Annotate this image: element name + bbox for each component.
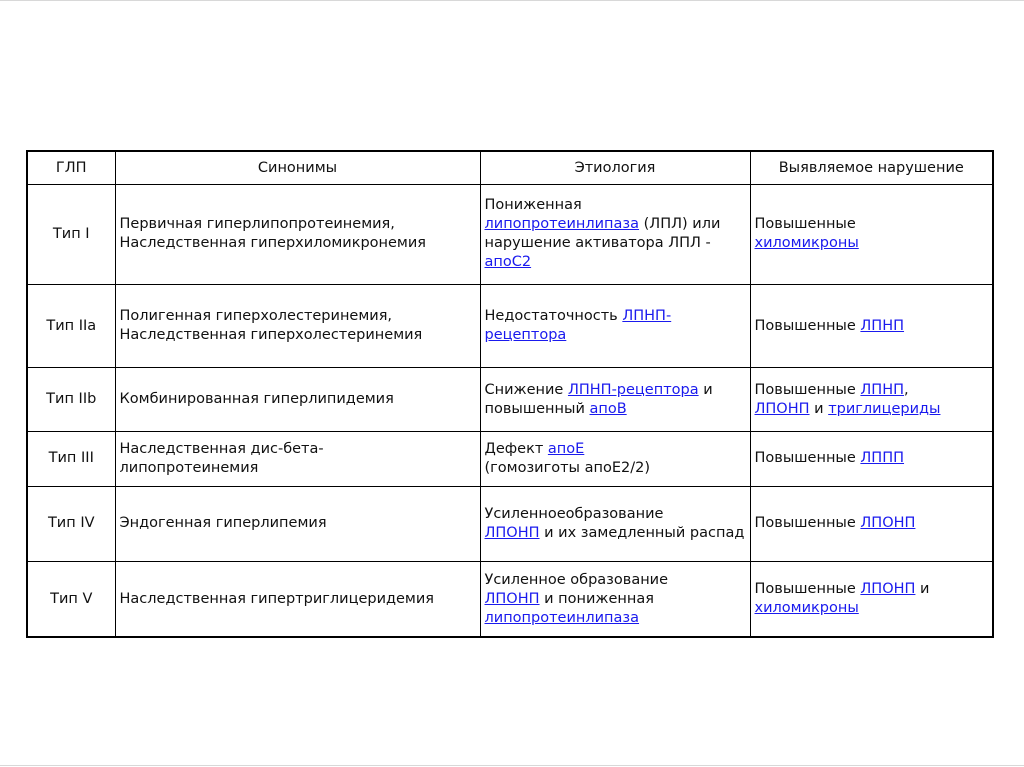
etiology-cell xyxy=(480,562,750,637)
disorder-text: Повышенные xyxy=(754,317,861,334)
link-idl[interactable]: ЛППП xyxy=(860,450,905,467)
hlp-classification-table xyxy=(26,150,994,638)
synonym-line: Первичная гиперлипопротеинемия, xyxy=(119,216,395,233)
type-cell: Тип IIa xyxy=(27,284,115,368)
disorder-text: Повышенные xyxy=(754,381,861,398)
etiology-text: Снижение xyxy=(484,381,568,398)
etiology-cell xyxy=(480,368,750,431)
disorder-text: , xyxy=(904,381,909,398)
table-header-row xyxy=(27,151,993,185)
link-ldl[interactable]: ЛПНП xyxy=(860,317,905,334)
link-lipoprotein-lipase[interactable]: липопротеинлипаза xyxy=(484,216,640,233)
type-cell: Тип V xyxy=(27,562,115,637)
link-chylomicrons[interactable]: хиломикроны xyxy=(754,235,859,252)
table-row xyxy=(27,185,993,285)
etiology-text: Дефект xyxy=(484,440,548,457)
link-apob[interactable]: апоВ xyxy=(589,400,627,417)
synonym-cell: Наследственная гипертриглицеридемия xyxy=(115,562,480,637)
type-cell: Тип IIb xyxy=(27,368,115,431)
disorder-cell xyxy=(750,562,993,637)
disorder-text: Повышенные xyxy=(754,515,861,532)
disorder-text: Повышенные xyxy=(754,216,856,233)
top-divider xyxy=(0,0,1024,1)
etiology-cell xyxy=(480,185,750,285)
bottom-divider xyxy=(0,765,1024,766)
disorder-cell xyxy=(750,368,993,431)
link-vldl[interactable]: ЛПОНП xyxy=(484,524,540,541)
etiology-text: (гомозиготы апоЕ2/2) xyxy=(484,459,650,476)
link-ldl[interactable]: ЛПНП xyxy=(860,381,905,398)
etiology-text: (ЛПЛ) или нарушение активатора ЛПЛ - xyxy=(484,216,721,252)
etiology-text: Пониженная xyxy=(484,197,582,214)
link-vldl[interactable]: ЛПОНП xyxy=(754,400,810,417)
etiology-text: Усиленное образование xyxy=(484,571,669,588)
type-cell: Тип IV xyxy=(27,486,115,561)
link-vldl[interactable]: ЛПОНП xyxy=(484,590,540,607)
link-apoe[interactable]: апоЕ xyxy=(547,440,585,457)
table-row xyxy=(27,562,993,637)
header-disorder: Выявляемое нарушение xyxy=(750,151,993,185)
etiology-text: и повышенный xyxy=(484,381,713,417)
link-vldl[interactable]: ЛПОНП xyxy=(860,581,916,598)
link-chylomicrons[interactable]: хиломикроны xyxy=(754,600,859,617)
link-triglycerides[interactable]: триглицериды xyxy=(828,400,941,417)
disorder-text: Повышенные xyxy=(754,581,861,598)
etiology-cell xyxy=(480,486,750,561)
header-etiology: Этиология xyxy=(480,151,750,185)
synonym-line: Наследственная гиперхолестеринемия xyxy=(119,327,423,344)
disorder-text: Повышенные xyxy=(754,450,861,467)
disorder-text: и xyxy=(915,581,930,598)
table-row xyxy=(27,486,993,561)
synonym-cell xyxy=(115,284,480,368)
etiology-cell xyxy=(480,431,750,486)
header-glp: ГЛП xyxy=(27,151,115,185)
table-row xyxy=(27,284,993,368)
synonym-line: Полигенная гиперхолестеринемия, xyxy=(119,308,393,325)
type-cell: Тип III xyxy=(27,431,115,486)
link-ldl-receptor[interactable]: ЛПНП-рецептора xyxy=(484,308,672,344)
synonym-cell: Наследственная дис-бета-липопротеинемия xyxy=(115,431,480,486)
table-row xyxy=(27,368,993,431)
etiology-cell xyxy=(480,284,750,368)
synonym-line: Наследственная гиперхиломикронемия xyxy=(119,235,427,252)
type-cell: Тип I xyxy=(27,185,115,285)
disorder-cell xyxy=(750,284,993,368)
etiology-text: Усиленноеобразование xyxy=(484,505,664,522)
link-ldl-receptor[interactable]: ЛПНП-рецептора xyxy=(567,381,699,398)
etiology-text: и пониженная xyxy=(539,590,654,607)
synonym-cell: Комбинированная гиперлипидемия xyxy=(115,368,480,431)
synonym-cell xyxy=(115,185,480,285)
etiology-text: и их замедленный распад xyxy=(539,524,745,541)
link-apoc2[interactable]: апоС2 xyxy=(484,254,532,271)
disorder-cell xyxy=(750,431,993,486)
header-synonyms: Синонимы xyxy=(115,151,480,185)
disorder-cell xyxy=(750,185,993,285)
link-vldl[interactable]: ЛПОНП xyxy=(860,515,916,532)
link-lipoprotein-lipase[interactable]: липопротеинлипаза xyxy=(484,609,640,626)
disorder-text: и xyxy=(809,400,829,417)
synonym-cell: Эндогенная гиперлипемия xyxy=(115,486,480,561)
table-row xyxy=(27,431,993,486)
disorder-cell xyxy=(750,486,993,561)
etiology-text: Недостаточность xyxy=(484,308,623,325)
